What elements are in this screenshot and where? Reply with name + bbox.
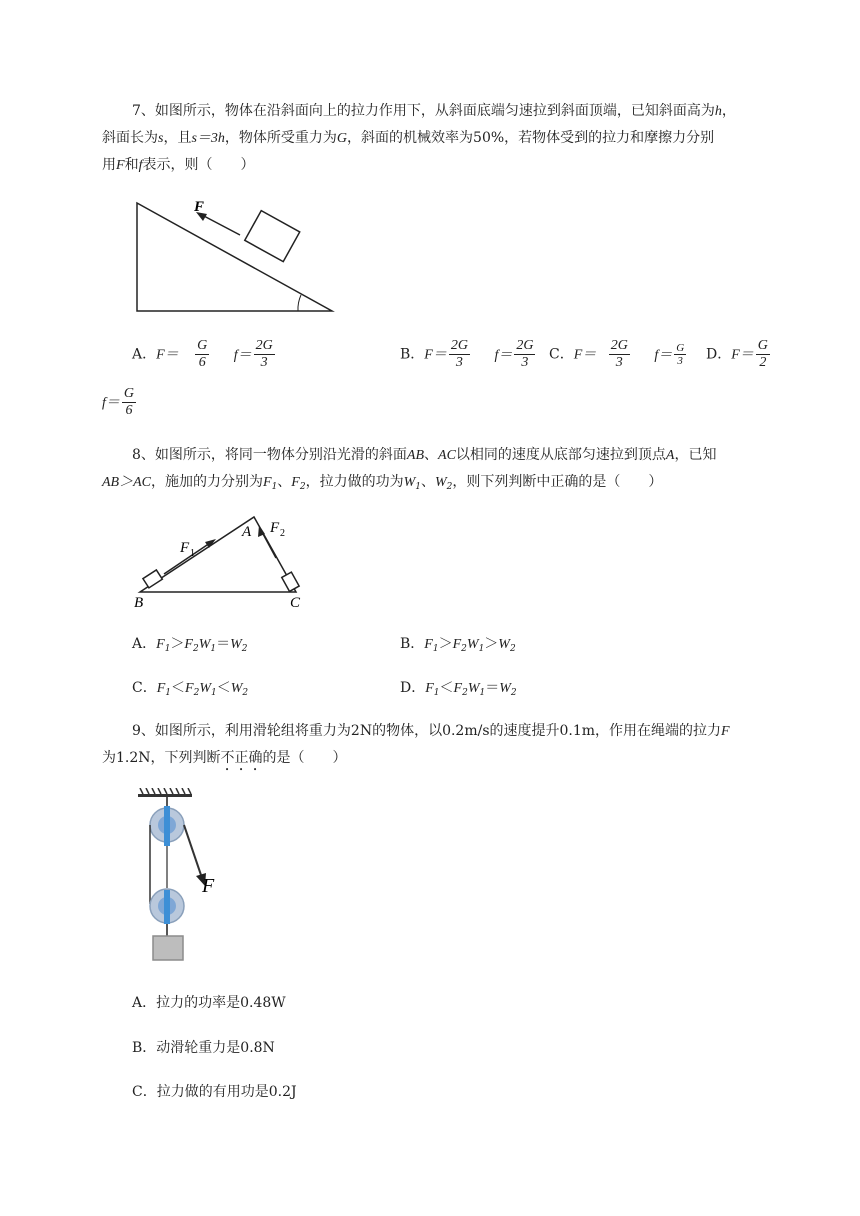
q8-option-d[interactable]: D．$F_1<F_2W_1=W_2$ (400, 680, 517, 698)
fraction: $\frac{G}{6}$ (197, 338, 208, 370)
fraction: $\frac{G}{2}$ (757, 338, 768, 370)
ceiling (138, 794, 192, 797)
q8-line-2: AB＞AC，施加的力分别为$F_1$、$F_2$，拉力做的功为$W_1$、$W_2$，则下列判断中正确的是（ ） (102, 474, 663, 492)
q7-option-d-cont: f＝ $\frac{G}{6}$ (102, 386, 135, 418)
force-arrow (202, 215, 240, 235)
q8-incline-figure (130, 508, 320, 612)
fraction: $\frac{2G}{3}$ (610, 338, 628, 370)
q9-line-2: 为1.2N，下列判断不正确的是（ ） (102, 750, 347, 766)
fraction: $\frac{2G}{3}$ (255, 338, 273, 370)
rope-pull (184, 825, 202, 878)
q7-option-d[interactable]: D．F＝ $\frac{G}{2}$ (706, 338, 768, 370)
force-label: F (194, 199, 205, 215)
q8-option-c[interactable]: C．$F_1<F_2W_1<W_2$ (132, 680, 249, 698)
pull-force-label: F (202, 875, 215, 897)
block-right (282, 572, 299, 591)
q7-option-b[interactable]: B．F＝ $\frac{2G}{3}$ f＝ $\frac{2G}{3}$ (400, 338, 534, 370)
movable-pulley-bracket (164, 890, 170, 924)
block-left (143, 570, 162, 588)
q9-option-c[interactable]: C．拉力做的有用功是0.2J (132, 1084, 297, 1100)
fraction: $\frac{G}{3}$ (676, 342, 685, 367)
load-block (153, 936, 183, 960)
angle-arc (298, 295, 301, 311)
f1-subscript: 1 (190, 548, 195, 559)
q7-option-c[interactable]: C．F＝ $\frac{2G}{3}$ f＝ $\frac{G}{3}$ (549, 338, 685, 370)
incline-triangle (137, 203, 332, 311)
q7-line-3: 用F和f表示，则（ ） (102, 157, 255, 173)
q7-incline-figure (130, 195, 340, 317)
q9-option-b[interactable]: B．动滑轮重力是0.8N (132, 1040, 275, 1056)
ceiling-hatch (140, 788, 191, 794)
fraction: $\frac{G}{6}$ (123, 386, 135, 418)
q7-line-2: 斜面长为s，且s＝3h，物体所受重力为G，斜面的机械效率为50%，若物体受到的拉力和摩擦力分别 (102, 130, 715, 146)
q8-option-b[interactable]: B．$F_1>F_2W_1>W_2$ (400, 636, 516, 654)
q8-option-a[interactable]: A．$F_1>F_2W_1=W_2$ (132, 636, 248, 654)
q9-option-a[interactable]: A．拉力的功率是0.48W (132, 995, 286, 1011)
f2-label: F (270, 520, 280, 536)
vertex-a-label: A (242, 524, 252, 540)
fixed-pulley-bracket (164, 806, 170, 846)
vertex-b-label: B (134, 595, 144, 611)
q7-option-a[interactable]: A．F＝ $\frac{G}{6}$ f＝ $\frac{2G}{3}$ (132, 338, 273, 370)
q8-line-1: 8、如图所示，将同一物体分别沿光滑的斜面AB、AC以相同的速度从底部匀速拉到顶点A，已知 (132, 447, 717, 463)
q9-pulley-figure (130, 788, 230, 964)
q9-line-1: 9、如图所示，利用滑轮组将重力为2N的物体，以0.2m/s的速度提升0.1m，作用在绳端的拉力F (132, 723, 730, 739)
fraction: $\frac{2G}{3}$ (450, 338, 468, 370)
q7-line-1: 7、如图所示，物体在沿斜面向上的拉力作用下，从斜面底端匀速拉到斜面顶端，已知斜面高为h， (132, 103, 736, 119)
fraction: $\frac{2G}{3}$ (516, 338, 534, 370)
f2-subscript: 2 (280, 528, 285, 539)
block (245, 211, 300, 262)
vertex-c-label: C (290, 595, 301, 611)
f1-label: F (180, 540, 190, 556)
